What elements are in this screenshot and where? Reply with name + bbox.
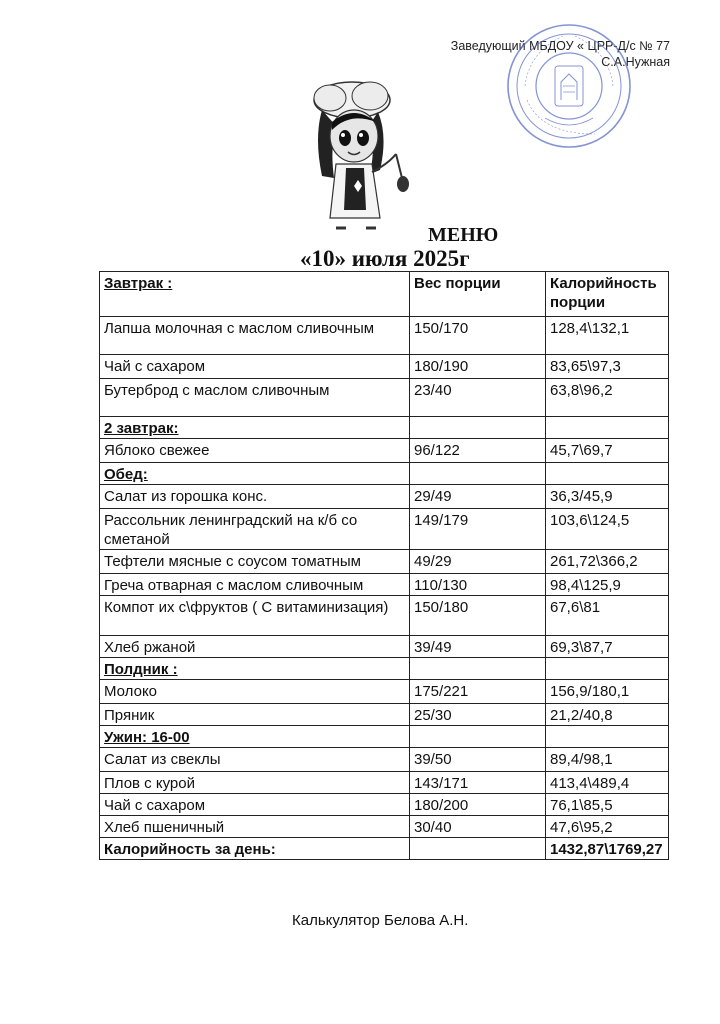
- portion-weight-cell: 49/29: [410, 550, 546, 574]
- table-row: [100, 439, 669, 463]
- calories-cell: 98,4\125,9: [546, 574, 669, 596]
- calories-cell: 103,6\124,5: [546, 509, 669, 550]
- portion-weight-cell: 30/40: [410, 816, 546, 838]
- portion-weight-cell: 175/221: [410, 680, 546, 704]
- table-header-row: [100, 272, 669, 317]
- total-calories-cell: 1432,87\1769,27: [546, 838, 669, 860]
- calories-cell: [546, 463, 669, 485]
- total-label-cell: Калорийность за день:: [100, 838, 410, 860]
- dish-name-cell: Лапша молочная с маслом сливочным: [100, 317, 410, 355]
- table-row: [100, 463, 669, 485]
- calories-cell: 261,72\366,2: [546, 550, 669, 574]
- dish-name-cell: Хлеб ржаной: [100, 636, 410, 658]
- portion-weight-cell: 39/50: [410, 748, 546, 772]
- portion-weight-cell: [410, 417, 546, 439]
- calories-cell: [546, 726, 669, 748]
- dish-name-cell: Рассольник ленинградский на к/б со сметаной: [100, 509, 410, 550]
- calories-cell: 45,7\69,7: [546, 439, 669, 463]
- daily-total-row: [100, 838, 669, 860]
- dish-name-cell: Салат из свеклы: [100, 748, 410, 772]
- dish-name-cell: Чай с сахаром: [100, 794, 410, 816]
- dish-name-cell: Тефтели мясные с соусом томатным: [100, 550, 410, 574]
- table-row: [100, 658, 669, 680]
- portion-weight-cell: 180/190: [410, 355, 546, 379]
- table-row: [100, 704, 669, 726]
- portion-weight-cell: 150/180: [410, 596, 546, 636]
- portion-weight-cell: [410, 658, 546, 680]
- table-row: [100, 509, 669, 550]
- calories-cell: 128,4\132,1: [546, 317, 669, 355]
- portion-weight-cell: 25/30: [410, 704, 546, 726]
- table-row: [100, 726, 669, 748]
- calories-cell: 413,4\489,4: [546, 772, 669, 794]
- table-row: [100, 379, 669, 417]
- dish-name-cell: Пряник: [100, 704, 410, 726]
- portion-weight-cell: 96/122: [410, 439, 546, 463]
- dish-name-cell: Бутерброд с маслом сливочным: [100, 379, 410, 417]
- calories-cell: 63,8\96,2: [546, 379, 669, 417]
- menu-date: «10» июля 2025г: [300, 246, 470, 271]
- table-row: [100, 680, 669, 704]
- table-row: [100, 485, 669, 509]
- table-row: [100, 355, 669, 379]
- table-row: [100, 317, 669, 355]
- table-row: [100, 794, 669, 816]
- header-weight: Вес порции: [410, 272, 546, 317]
- dish-name-cell: Ужин: 16-00: [100, 726, 410, 748]
- dish-name-cell: Плов с курой: [100, 772, 410, 794]
- official-seal-stamp: [505, 22, 633, 150]
- portion-weight-cell: [410, 726, 546, 748]
- table-row: [100, 748, 669, 772]
- calories-cell: 47,6\95,2: [546, 816, 669, 838]
- dish-name-cell: Салат из горошка конс.: [100, 485, 410, 509]
- portion-weight-cell: 143/171: [410, 772, 546, 794]
- dish-name-cell: Яблоко свежее: [100, 439, 410, 463]
- table-row: [100, 574, 669, 596]
- dish-name-cell: Компот их с\фруктов ( С витаминизация): [100, 596, 410, 636]
- dish-name-cell: Хлеб пшеничный: [100, 816, 410, 838]
- portion-weight-cell: 180/200: [410, 794, 546, 816]
- calories-cell: [546, 658, 669, 680]
- calories-cell: 89,4/98,1: [546, 748, 669, 772]
- calories-cell: 156,9/180,1: [546, 680, 669, 704]
- calories-cell: 67,6\81: [546, 596, 669, 636]
- table-row: [100, 636, 669, 658]
- dish-name-cell: Чай с сахаром: [100, 355, 410, 379]
- table-row: [100, 772, 669, 794]
- approval-title: Заведующий МБДОУ « ЦРР-Д/с № 77: [450, 39, 670, 53]
- calories-cell: 21,2/40,8: [546, 704, 669, 726]
- calories-cell: 83,65\97,3: [546, 355, 669, 379]
- dish-name-cell: Обед:: [100, 463, 410, 485]
- table-row: [100, 550, 669, 574]
- dish-name-cell: Греча отварная с маслом сливочным: [100, 574, 410, 596]
- dish-name-cell: Полдник :: [100, 658, 410, 680]
- portion-weight-cell: 150/170: [410, 317, 546, 355]
- calories-cell: 69,3\87,7: [546, 636, 669, 658]
- header-calories: Калорийность порции: [546, 272, 669, 317]
- portion-weight-cell: 149/179: [410, 509, 546, 550]
- portion-weight-cell: 29/49: [410, 485, 546, 509]
- menu-table: [99, 271, 669, 860]
- calories-cell: 36,3/45,9: [546, 485, 669, 509]
- approval-signer: С.А.Нужная: [601, 55, 670, 69]
- total-empty-cell: [410, 838, 546, 860]
- calculator-signature: Калькулятор Белова А.Н.: [292, 912, 469, 929]
- table-row: [100, 417, 669, 439]
- portion-weight-cell: 110/130: [410, 574, 546, 596]
- portion-weight-cell: 39/49: [410, 636, 546, 658]
- chef-girl-illustration: [300, 78, 415, 238]
- table-row: [100, 596, 669, 636]
- menu-title: МЕНЮ: [428, 224, 499, 246]
- portion-weight-cell: [410, 463, 546, 485]
- calories-cell: 76,1\85,5: [546, 794, 669, 816]
- header-meal: Завтрак :: [100, 272, 410, 317]
- calories-cell: [546, 417, 669, 439]
- dish-name-cell: Молоко: [100, 680, 410, 704]
- table-row: [100, 816, 669, 838]
- portion-weight-cell: 23/40: [410, 379, 546, 417]
- dish-name-cell: 2 завтрак:: [100, 417, 410, 439]
